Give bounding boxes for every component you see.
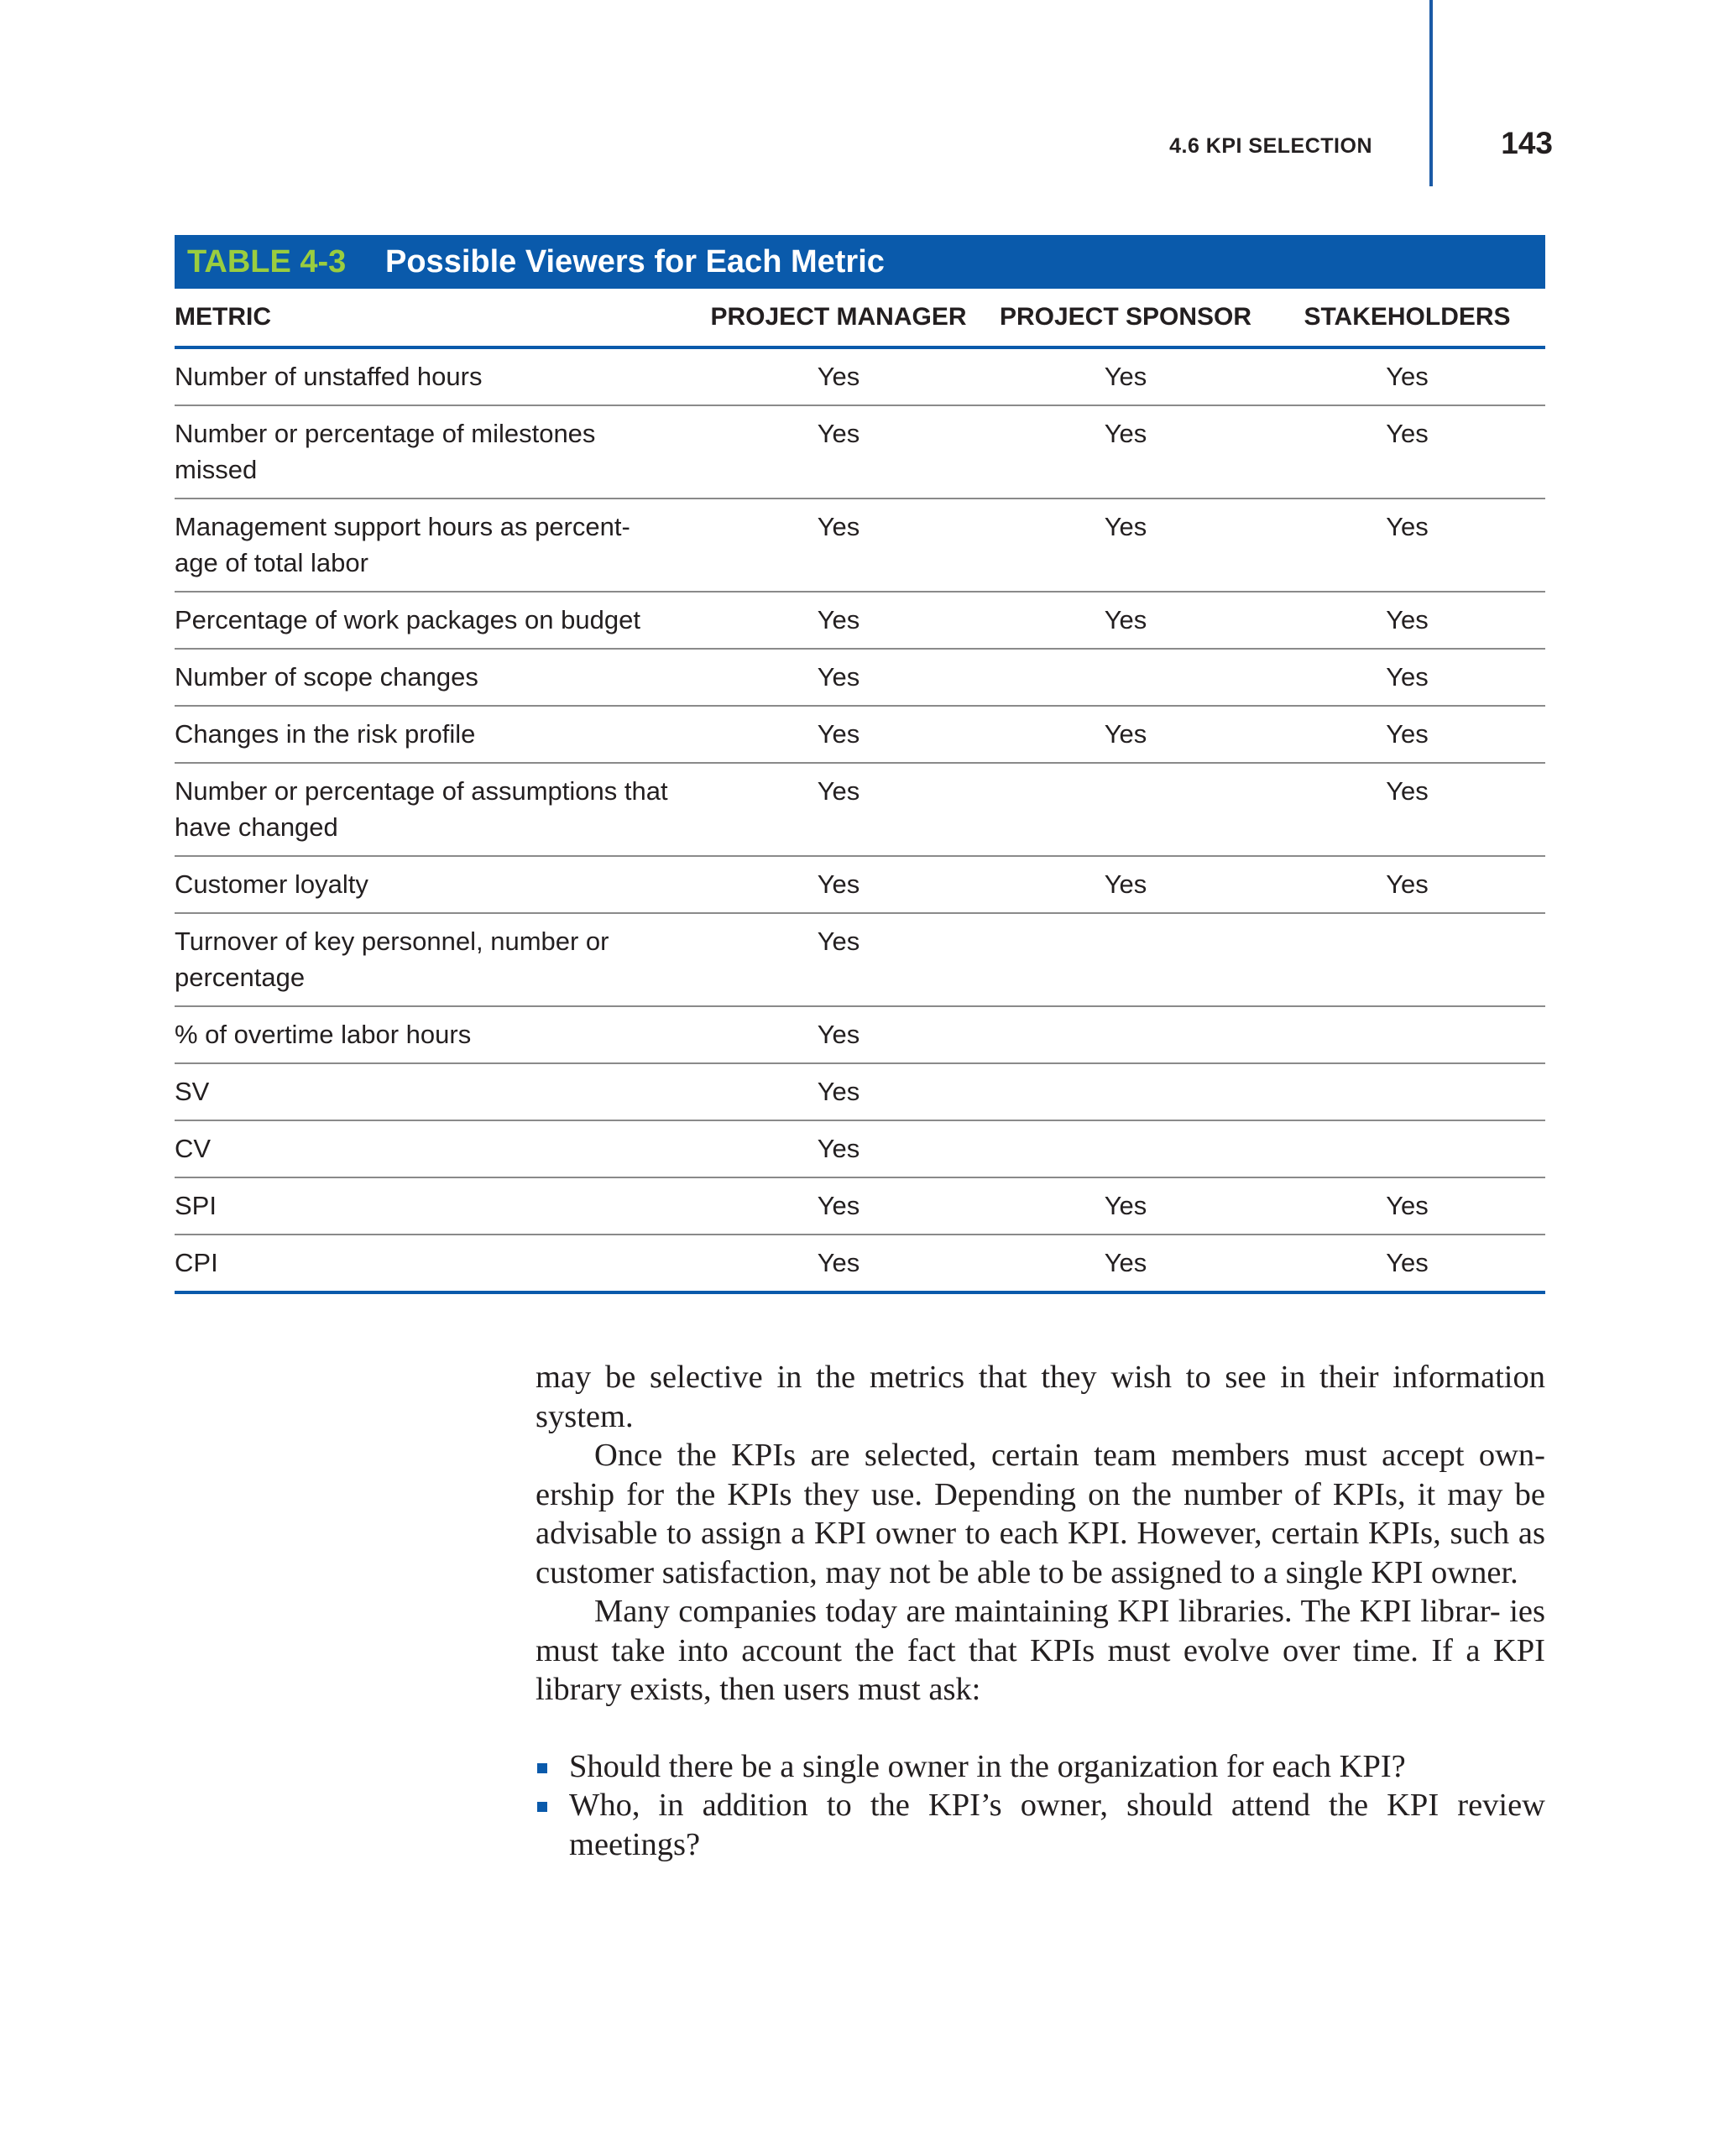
metric-cell: Turnover of key personnel, number or percentage <box>175 913 695 1006</box>
project-manager-cell: Yes <box>695 913 982 1006</box>
stakeholders-cell <box>1269 913 1545 1006</box>
paragraph: may be selective in the metrics that they wish to see in their information system. <box>536 1360 1545 1434</box>
stakeholders-cell: Yes <box>1269 499 1545 592</box>
project-sponsor-cell: Yes <box>982 856 1269 913</box>
table-row <box>175 856 1545 913</box>
table-row <box>175 1120 1545 1177</box>
metric-cell: CPI <box>175 1235 695 1292</box>
project-sponsor-cell: Yes <box>982 499 1269 592</box>
metric-cell: Customer loyalty <box>175 856 695 913</box>
project-manager-cell: Yes <box>695 856 982 913</box>
stakeholders-cell: Yes <box>1269 405 1545 499</box>
project-manager-cell: Yes <box>695 499 982 592</box>
column-header-metric: METRIC <box>175 289 695 347</box>
table-row <box>175 1006 1545 1063</box>
list-item <box>536 1786 1545 1864</box>
project-manager-cell: Yes <box>695 405 982 499</box>
project-sponsor-cell <box>982 1120 1269 1177</box>
project-manager-cell: Yes <box>695 649 982 706</box>
column-header-project-manager: PROJECT MANAGER <box>695 289 982 347</box>
table-row <box>175 347 1545 405</box>
project-sponsor-cell <box>982 1063 1269 1120</box>
header-rule <box>1429 0 1433 186</box>
table-row <box>175 1063 1545 1120</box>
project-sponsor-cell <box>982 1006 1269 1063</box>
project-sponsor-cell: Yes <box>982 347 1269 405</box>
stakeholders-cell <box>1269 1063 1545 1120</box>
table-row <box>175 405 1545 499</box>
metric-cell: Changes in the risk profile <box>175 706 695 763</box>
project-manager-cell: Yes <box>695 1177 982 1235</box>
project-sponsor-cell: Yes <box>982 592 1269 649</box>
project-sponsor-cell: Yes <box>982 706 1269 763</box>
stakeholders-cell: Yes <box>1269 763 1545 856</box>
metric-cell: Number or percentage of assumptions that have changed <box>175 763 695 856</box>
page-number: 143 <box>1501 126 1553 160</box>
project-sponsor-cell <box>982 763 1269 856</box>
paragraph: Once the KPIs are selected, certain team members must accept own- ership for the KPIs they use. Depending on the number of KPIs, it may be advisable to assign a KPI owner to each KPI. However, certain KPIs, such as customer satisfaction, may not be able to be assigned to a single KPI owner. <box>536 1438 1545 1590</box>
stakeholders-cell <box>1269 1120 1545 1177</box>
stakeholders-cell: Yes <box>1269 1235 1545 1292</box>
square-bullet-icon <box>537 1802 547 1812</box>
project-sponsor-cell: Yes <box>982 1177 1269 1235</box>
table-row <box>175 499 1545 592</box>
body-text <box>536 1358 1545 1864</box>
metric-cell: Management support hours as percent- age of total labor <box>175 499 695 592</box>
stakeholders-cell: Yes <box>1269 1177 1545 1235</box>
bullet-list <box>536 1747 1545 1865</box>
stakeholders-cell: Yes <box>1269 592 1545 649</box>
column-header-stakeholders: STAKEHOLDERS <box>1269 289 1545 347</box>
project-manager-cell: Yes <box>695 1006 982 1063</box>
paragraph: Many companies today are maintaining KPI libraries. The KPI librar- ies must take into account the fact that KPIs must evolve over time. If a KPI library exists, then users must ask: <box>536 1594 1545 1707</box>
metric-cell: Number of scope changes <box>175 649 695 706</box>
table-row <box>175 913 1545 1006</box>
table-row <box>175 649 1545 706</box>
stakeholders-cell <box>1269 1006 1545 1063</box>
table-title: Possible Viewers for Each Metric <box>385 243 885 279</box>
project-manager-cell: Yes <box>695 1063 982 1120</box>
project-manager-cell: Yes <box>695 1235 982 1292</box>
table-header-row <box>175 289 1545 347</box>
project-manager-cell: Yes <box>695 347 982 405</box>
metric-cell: % of overtime labor hours <box>175 1006 695 1063</box>
table-row <box>175 592 1545 649</box>
square-bullet-icon <box>537 1763 547 1773</box>
metric-cell: Number or percentage of milestones missed <box>175 405 695 499</box>
stakeholders-cell: Yes <box>1269 649 1545 706</box>
project-sponsor-cell <box>982 649 1269 706</box>
running-head: 4.6 KPI SELECTION <box>1169 134 1372 158</box>
list-item-text: Who, in addition to the KPI’s owner, should attend the KPI review meetings? <box>569 1788 1545 1862</box>
table-4-3 <box>175 235 1545 1294</box>
table-row <box>175 763 1545 856</box>
table-row <box>175 1177 1545 1235</box>
stakeholders-cell: Yes <box>1269 706 1545 763</box>
table-body <box>175 347 1545 1292</box>
project-manager-cell: Yes <box>695 706 982 763</box>
stakeholders-cell: Yes <box>1269 856 1545 913</box>
metric-cell: SPI <box>175 1177 695 1235</box>
table-banner <box>175 235 1545 289</box>
table-number: TABLE 4-3 <box>187 243 347 279</box>
metric-cell: Number of unstaffed hours <box>175 347 695 405</box>
project-manager-cell: Yes <box>695 763 982 856</box>
project-manager-cell: Yes <box>695 592 982 649</box>
metric-cell: Percentage of work packages on budget <box>175 592 695 649</box>
project-sponsor-cell: Yes <box>982 1235 1269 1292</box>
list-item-text: Should there be a single owner in the organization for each KPI? <box>569 1748 1406 1784</box>
project-sponsor-cell <box>982 913 1269 1006</box>
project-manager-cell: Yes <box>695 1120 982 1177</box>
table-row <box>175 706 1545 763</box>
list-item <box>536 1747 1545 1787</box>
metric-cell: SV <box>175 1063 695 1120</box>
column-header-project-sponsor: PROJECT SPONSOR <box>982 289 1269 347</box>
stakeholders-cell: Yes <box>1269 347 1545 405</box>
table-row <box>175 1235 1545 1292</box>
metric-cell: CV <box>175 1120 695 1177</box>
metrics-table <box>175 289 1545 1294</box>
project-sponsor-cell: Yes <box>982 405 1269 499</box>
